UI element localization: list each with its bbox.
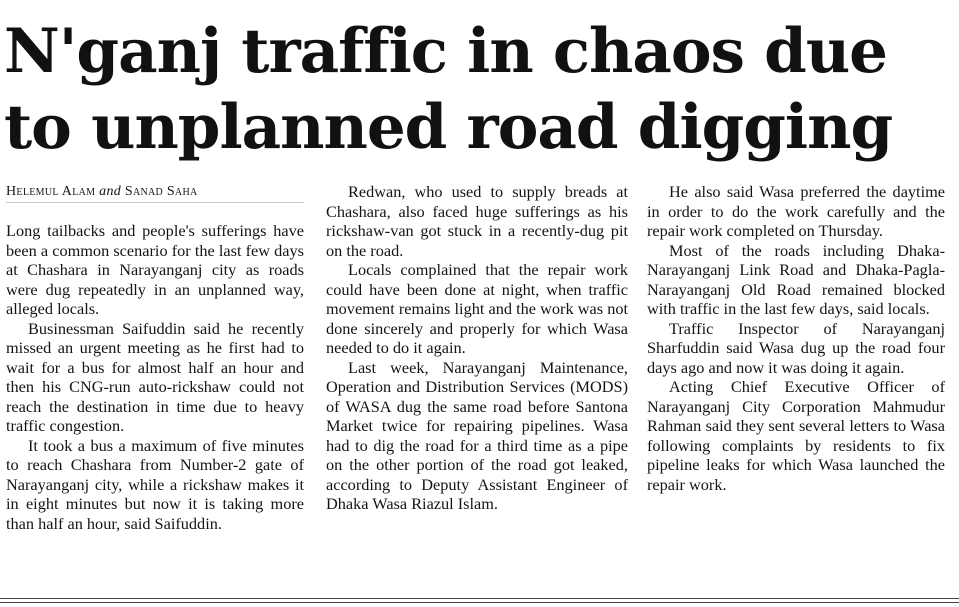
bottom-rule [0,598,959,603]
byline-author-1: Helemul Alam [6,184,96,199]
column-2 [326,182,628,514]
byline [6,182,304,203]
article-body [0,182,959,594]
byline-author-2: Sanad Saha [124,184,198,199]
paragraph: He also said Wasa preferred the daytime in order to do the work carefully and the repair work completed on Thursday. [647,182,945,240]
paragraph: It took a bus a maximum of five minutes to reach Chashara from Number-2 gate of Narayanganj city, while a rickshaw makes it in eight minutes but now it is taking more than half an hour, said Saifuddin. [6,435,304,533]
paragraph: Businessman Saifuddin said he recently missed an urgent meeting as he first had to wait for a bus for almost half an hour and then his CNG-run auto-rickshaw could not reach the destination in time due to heavy traffic congestion. [6,318,304,435]
paragraph: Last week, Narayanganj Maintenance, Operation and Distribution Services (MODS) of WASA dug the same road before Santona Market twice for repairing pipelines. Wasa had to dig the road for a third time as a pipe on the other portion of the road got leaked, according to Deputy Assistant Engineer of Dhaka Wasa Riazul Islam. [326,357,628,513]
paragraph: Locals complained that the repair work could have been done at night, when traffic movement remains light and the work was not done sincerely and properly for which Wasa needed to do it again. [326,260,628,357]
column-1 [6,182,304,533]
paragraph: Most of the roads including Dhaka-Narayanganj Link Road and Dhaka-Pagla-Narayanganj Old Road remained blocked with traffic in the last few days, said locals. [647,240,945,318]
paragraph: Acting Chief Executive Officer of Narayanganj City Corporation Mahmudur Rahman said they sent several letters to Wasa following complaints by residents to fix pipeline leaks for which Wasa launched the repair work. [647,377,945,494]
paragraph: Long tailbacks and people's sufferings have been a common scenario for the last few days at Chashara in Narayanganj city as roads were dug repeatedly in an unplanned way, alleged locals. [6,221,304,318]
column-3 [647,182,945,494]
paragraph: Redwan, who used to supply breads at Chashara, also faced huge sufferings as his rickshaw-van got stuck in a recently-dug pit on the road. [326,182,628,260]
paragraph: Traffic Inspector of Narayanganj Sharfuddin said Wasa dug up the road four days ago and now it was doing it again. [647,318,945,377]
byline-conjunction: and [99,184,122,199]
headline: N'ganj traffic in chaos due to unplanned road digging [4,16,893,163]
